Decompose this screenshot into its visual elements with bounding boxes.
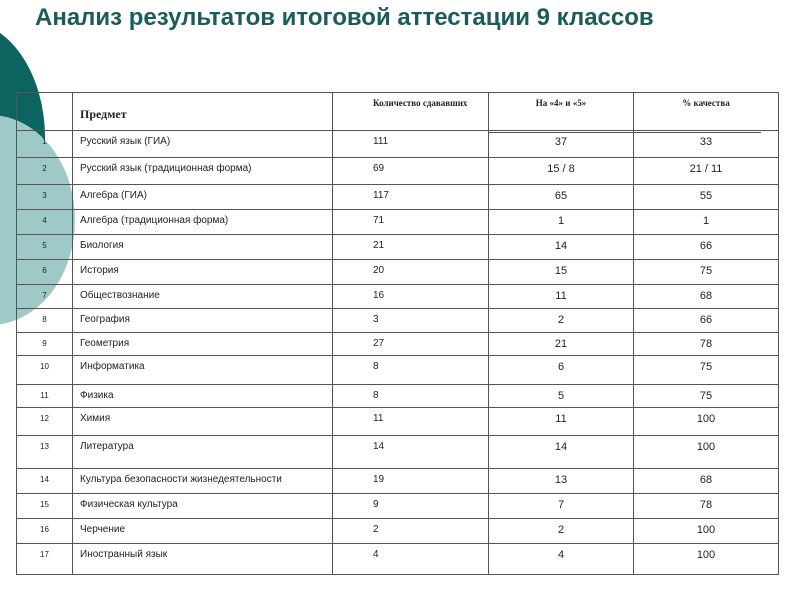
row-subject: Русский язык (ГИА) bbox=[73, 131, 333, 158]
row-good-grades: 37 bbox=[489, 131, 634, 158]
row-quality: 75 bbox=[634, 356, 779, 385]
table-row bbox=[17, 544, 779, 575]
row-good-grades: 7 bbox=[489, 494, 634, 519]
table-row bbox=[17, 285, 779, 309]
table-row bbox=[17, 333, 779, 356]
header-number bbox=[17, 93, 73, 131]
row-count: 19 bbox=[333, 469, 489, 494]
row-number: 13 bbox=[17, 436, 73, 469]
row-good-grades: 5 bbox=[489, 385, 634, 408]
row-number: 12 bbox=[17, 408, 73, 436]
row-number: 17 bbox=[17, 544, 73, 575]
row-count: 8 bbox=[333, 385, 489, 408]
row-number: 7 bbox=[17, 285, 73, 309]
row-good-grades: 14 bbox=[489, 235, 634, 260]
row-count: 20 bbox=[333, 260, 489, 285]
row-subject: Алгебра (ГИА) bbox=[73, 185, 333, 210]
row-subject: Информатика bbox=[73, 356, 333, 385]
row-quality: 78 bbox=[634, 494, 779, 519]
row-subject: Культура безопасности жизнедеятельности bbox=[73, 469, 333, 494]
row-count: 3 bbox=[333, 309, 489, 333]
row-number: 16 bbox=[17, 519, 73, 544]
row-subject: География bbox=[73, 309, 333, 333]
table-row bbox=[17, 356, 779, 385]
row-number: 9 bbox=[17, 333, 73, 356]
row-count: 4 bbox=[333, 544, 489, 575]
row-number: 5 bbox=[17, 235, 73, 260]
row-good-grades: 11 bbox=[489, 285, 634, 309]
table-row bbox=[17, 519, 779, 544]
row-subject: Физическая культура bbox=[73, 494, 333, 519]
row-quality: 21 / 11 bbox=[634, 158, 779, 185]
row-quality: 100 bbox=[634, 544, 779, 575]
table-row bbox=[17, 469, 779, 494]
row-quality: 55 bbox=[634, 185, 779, 210]
row-quality: 68 bbox=[634, 285, 779, 309]
row-count: 16 bbox=[333, 285, 489, 309]
row-number: 3 bbox=[17, 185, 73, 210]
table-row bbox=[17, 385, 779, 408]
row-quality: 68 bbox=[634, 469, 779, 494]
row-quality: 78 bbox=[634, 333, 779, 356]
row-subject: Биология bbox=[73, 235, 333, 260]
results-table bbox=[16, 92, 779, 575]
row-good-grades: 11 bbox=[489, 408, 634, 436]
row-good-grades: 13 bbox=[489, 469, 634, 494]
header-count: Количество сдававших bbox=[333, 93, 489, 131]
row-count: 11 bbox=[333, 408, 489, 436]
row-number: 1 bbox=[17, 131, 73, 158]
row-good-grades: 4 bbox=[489, 544, 634, 575]
strikethrough-line bbox=[488, 132, 761, 133]
row-count: 2 bbox=[333, 519, 489, 544]
row-subject: Алгебра (традиционная форма) bbox=[73, 210, 333, 235]
row-good-grades: 1 bbox=[489, 210, 634, 235]
table-row bbox=[17, 235, 779, 260]
header-quality: % качества bbox=[634, 93, 779, 131]
row-quality: 75 bbox=[634, 385, 779, 408]
row-subject: Литература bbox=[73, 436, 333, 469]
row-quality: 66 bbox=[634, 235, 779, 260]
row-quality: 100 bbox=[634, 408, 779, 436]
row-count: 21 bbox=[333, 235, 489, 260]
row-number: 15 bbox=[17, 494, 73, 519]
row-count: 27 bbox=[333, 333, 489, 356]
row-subject: Химия bbox=[73, 408, 333, 436]
table-row bbox=[17, 408, 779, 436]
table-row bbox=[17, 131, 779, 158]
row-number: 2 bbox=[17, 158, 73, 185]
row-number: 14 bbox=[17, 469, 73, 494]
table-row bbox=[17, 309, 779, 333]
row-subject: Черчение bbox=[73, 519, 333, 544]
row-good-grades: 15 / 8 bbox=[489, 158, 634, 185]
row-subject: Геометрия bbox=[73, 333, 333, 356]
row-quality: 1 bbox=[634, 210, 779, 235]
row-count: 9 bbox=[333, 494, 489, 519]
row-good-grades: 21 bbox=[489, 333, 634, 356]
row-quality: 66 bbox=[634, 309, 779, 333]
row-quality: 100 bbox=[634, 519, 779, 544]
row-good-grades: 14 bbox=[489, 436, 634, 469]
row-number: 11 bbox=[17, 385, 73, 408]
row-subject: Физика bbox=[73, 385, 333, 408]
row-number: 6 bbox=[17, 260, 73, 285]
row-subject: История bbox=[73, 260, 333, 285]
table-row bbox=[17, 185, 779, 210]
table-header-row bbox=[17, 93, 779, 131]
table-row bbox=[17, 158, 779, 185]
row-subject: Обществознание bbox=[73, 285, 333, 309]
row-quality: 33 bbox=[634, 131, 779, 158]
table-row bbox=[17, 494, 779, 519]
row-good-grades: 15 bbox=[489, 260, 634, 285]
row-number: 8 bbox=[17, 309, 73, 333]
row-good-grades: 65 bbox=[489, 185, 634, 210]
row-count: 71 bbox=[333, 210, 489, 235]
row-quality: 100 bbox=[634, 436, 779, 469]
row-count: 14 bbox=[333, 436, 489, 469]
row-number: 4 bbox=[17, 210, 73, 235]
header-good-grades: На «4» и «5» bbox=[489, 93, 634, 131]
row-count: 111 bbox=[333, 131, 489, 158]
header-subject: Предмет bbox=[73, 93, 333, 131]
row-good-grades: 2 bbox=[489, 309, 634, 333]
row-good-grades: 6 bbox=[489, 356, 634, 385]
row-subject: Иностранный язык bbox=[73, 544, 333, 575]
row-good-grades: 2 bbox=[489, 519, 634, 544]
row-count: 117 bbox=[333, 185, 489, 210]
row-quality: 75 bbox=[634, 260, 779, 285]
row-number: 10 bbox=[17, 356, 73, 385]
table-row bbox=[17, 210, 779, 235]
table-row bbox=[17, 260, 779, 285]
page-title: Анализ результатов итоговой аттестации 9 классов bbox=[35, 4, 654, 31]
row-count: 69 bbox=[333, 158, 489, 185]
row-count: 8 bbox=[333, 356, 489, 385]
table-row bbox=[17, 436, 779, 469]
row-subject: Русский язык (традиционная форма) bbox=[73, 158, 333, 185]
